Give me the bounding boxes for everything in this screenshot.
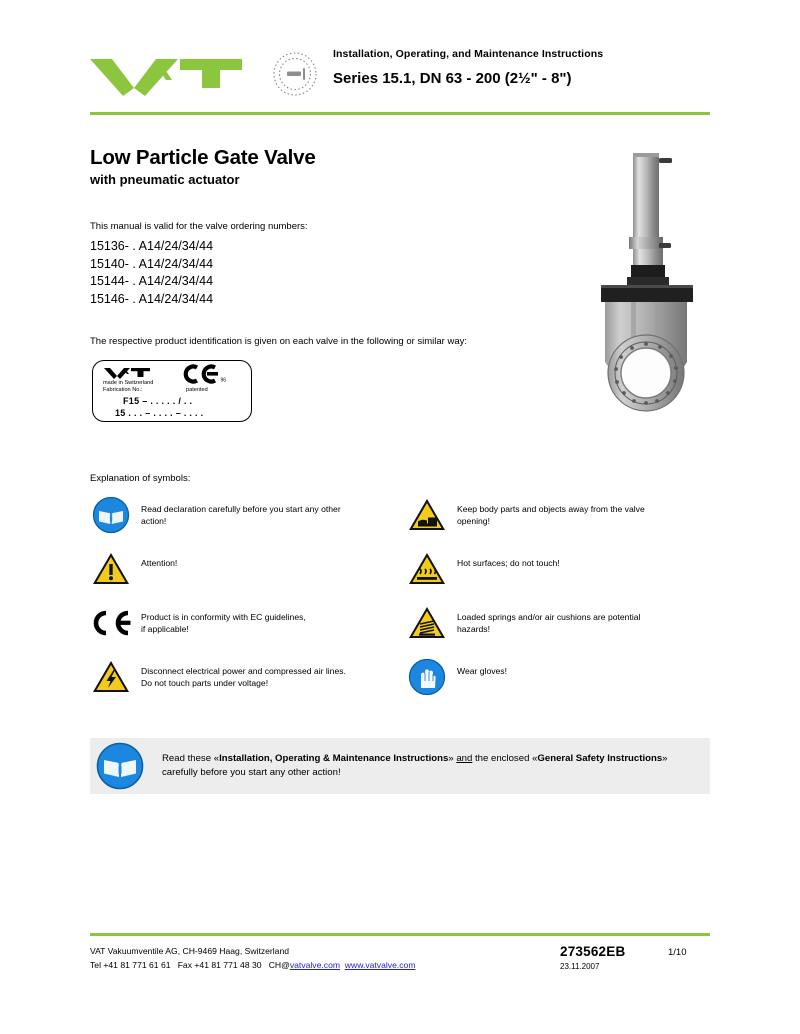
symbol-description [450,605,728,635]
page-title: Low Particle Gate Valve [90,146,316,169]
footer-company: VAT Vakuumventile AG, CH-9469 Haag, Switzerland [90,946,290,956]
warning-crush-hand-icon [408,497,450,534]
symbol-description [134,605,412,635]
symbols-column-left [92,497,412,713]
info-read-manual-icon [92,497,134,534]
footer-email-prefix: CH@ [268,959,290,970]
symbol-line: Read declaration carefully before you start any other [141,504,341,514]
symbol-line: Wear gloves! [457,666,507,676]
symbol-description [450,659,728,678]
identification-intro: The respective product identification is given on each valve in the following or similar way: [90,336,468,347]
notice-and: and [456,753,473,764]
document-date: 23.11.2007 [560,962,600,971]
mandatory-wear-gloves-icon [408,659,450,696]
ordering-numbers-list [90,238,213,308]
symbol-line: Do not touch parts under voltage! [141,677,269,688]
symbol-description [450,551,728,570]
header-series: Series 15.1, DN 63 - 200 (2½" - 8") [333,70,572,87]
symbol-description [134,659,412,689]
symbols-column-right [408,497,728,713]
notice-bold-iom: Installation, Operating & Maintenance Instructions [219,753,449,764]
footer-contact [90,959,415,972]
identification-plate [92,360,252,422]
safety-notice-box [90,738,710,794]
symbol-description [134,551,412,570]
footer-website-link[interactable]: www.vatvalve.com [344,959,416,970]
symbol-description [134,497,412,527]
info-read-manual-icon [96,742,144,790]
footer-divider [90,933,710,936]
symbol-description [450,497,728,527]
header-divider [90,112,710,115]
symbol-row [92,659,412,696]
plate-ce-icon [181,364,227,384]
plate-vat-logo [104,366,150,379]
symbol-row [408,659,728,696]
ce-conformity-icon [92,605,134,642]
footer-tel: Tel +41 81 771 61 61 [90,959,171,970]
certification-stamp-icon [268,48,322,100]
plate-made-in: made in Switzerland [103,380,154,386]
symbol-line: hazards! [457,623,490,634]
warning-spring-pressure-icon [408,605,450,642]
symbol-row [92,497,412,534]
title-block [90,146,520,188]
page-number: 1/10 [668,947,687,958]
plate-fabrication-label: Fabrication No.: [103,387,143,394]
symbol-line: Hot surfaces; do not touch! [457,558,560,568]
symbol-row [92,551,412,588]
symbol-line: Keep body parts and objects away from the valve [457,504,645,514]
symbol-line: Disconnect electrical power and compressed air lines. [141,666,346,676]
notice-bold-gsi: General Safety Instructions [537,753,663,764]
warning-electrical-hazard-icon [92,659,134,696]
ordering-number: 15146- . A14/24/34/44 [90,291,214,306]
symbol-line: opening! [457,515,490,526]
header-subtitle: Installation, Operating, and Maintenance Instructions [333,48,604,60]
svg-text:96: 96 [220,377,227,384]
symbol-line: if applicable! [141,623,189,634]
product-photo [583,137,709,422]
ordering-number: 15140- . A14/24/34/44 [90,256,214,271]
symbols-heading: Explanation of symbols: [90,473,191,484]
ordering-number: 15136- . A14/24/34/44 [90,239,214,253]
footer-document-block [560,944,680,971]
ordering-number: 15144- . A14/24/34/44 [90,274,214,288]
warning-hot-surface-icon [408,551,450,588]
symbol-line: Attention! [141,558,178,568]
symbol-row [408,551,728,588]
footer-email-link[interactable]: vatvalve.com [289,959,341,970]
footer-fax: Fax +41 81 771 48 30 [177,959,262,970]
symbol-row [92,605,412,642]
safety-notice-text [162,752,692,780]
symbol-row [408,605,728,642]
header-text-block [333,48,713,88]
notice-part1: Read these «Installation, Operating & Maintenance Instructions» and the enclosed «General Safety Instructions» carefully before you start any other action! [162,753,668,778]
page-header [90,42,710,104]
plate-patented-label: patented [186,387,208,393]
warning-general-attention-icon [92,551,134,588]
page-subtitle: with pneumatic actuator [90,172,240,187]
symbol-row [408,497,728,534]
symbol-line: action! [141,515,167,526]
symbol-line: Product is in conformity with EC guidelines, [141,612,306,622]
plate-fab-line2: 15 . . . – . . . . – . . . . [115,408,204,418]
ordering-intro: This manual is valid for the valve ordering numbers: [90,221,308,232]
footer-company-block [90,945,415,971]
document-number: 273562EB [560,944,626,959]
vat-logo [90,50,242,96]
plate-origin-text [103,380,153,395]
plate-fab-line1: F15 – . . . . . / . . [123,396,193,406]
symbol-line: Loaded springs and/or air cushions are potential [457,612,641,622]
